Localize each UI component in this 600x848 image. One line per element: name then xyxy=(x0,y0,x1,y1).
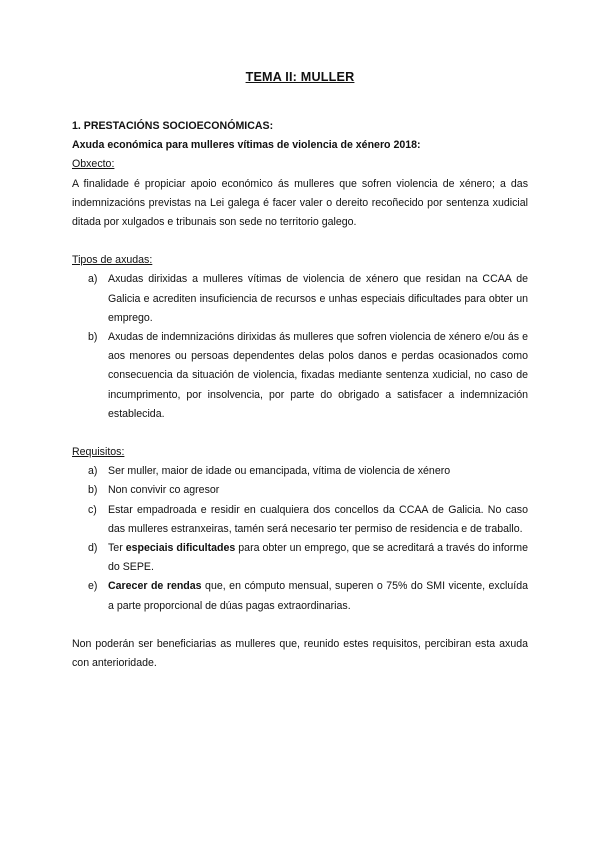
list-item-text: Ser muller, maior de idade ou emancipada, vítima de violencia de xénero xyxy=(108,465,451,478)
list-item xyxy=(72,462,528,481)
list-item xyxy=(72,270,528,328)
requisitos-label: Requisitos: xyxy=(72,446,125,459)
section-subheading: Axuda económica para mulleres vítimas de violencia de xénero 2018: xyxy=(72,139,421,152)
list-marker: a) xyxy=(88,465,98,478)
list-marker: b) xyxy=(88,331,98,344)
list-marker: a) xyxy=(88,273,98,286)
list-item-text-bold: especiais dificultades xyxy=(125,542,236,555)
requisitos-list xyxy=(72,462,528,616)
list-item xyxy=(72,577,528,615)
obxecto-paragraph: A finalidade é propiciar apoio económico ás mulleres que sofren violencia de xénero; a das indemnizacións previstas na Lei galega é facer valer o dereito recoñecido por sentenza xudicial ditada por xulgados e tribunais son sede no territorio galego. xyxy=(72,177,528,229)
section-heading: 1. PRESTACIÓNS SOCIOECONÓMICAS: xyxy=(72,120,274,132)
list-item xyxy=(72,481,528,500)
list-item xyxy=(72,539,528,577)
list-item xyxy=(72,328,528,424)
list-marker: b) xyxy=(88,484,98,497)
list-marker: d) xyxy=(88,542,98,555)
list-item-text-pre: Ter xyxy=(108,542,126,555)
tipos-label: Tipos de axudas: xyxy=(72,254,153,267)
list-item-text-bold: Carecer de rendas xyxy=(108,580,202,593)
obxecto-label: Obxecto: xyxy=(72,158,115,171)
list-marker: e) xyxy=(88,580,98,593)
list-item-text: Axudas dirixidas a mulleres vítimas de violencia de xénero que residan na CCAA de Galicia e acrediten insuficiencia de recursos e unhas especiais dificultades para obter un emprego. xyxy=(108,273,528,324)
list-item-text: Axudas de indemnizacións dirixidas ás mulleres que sofren violencia de xénero e/ou ás e aos menores ou persoas dependentes delas polos danos e perdas ocasionados como consecuencia da situación de violencia, fixadas mediante sentenza xudicial, no caso de incumprimento, por insolvencia, por parte do obrigado a satisfacer a indemnización establecida. xyxy=(108,331,528,420)
closing-paragraph: Non poderán ser beneficiarias as mulleres que, reunido estes requisitos, percibiran esta axuda con anterioridade. xyxy=(72,637,528,670)
list-item-text: Estar empadroada e residir en cualquiera dos concellos da CCAA de Galicia. No caso das mulleres estranxeiras, tamén será necesario ter permiso de residencia e de traballo. xyxy=(108,503,528,535)
document-body xyxy=(72,117,528,673)
list-marker: c) xyxy=(88,503,97,516)
tipos-list xyxy=(72,270,528,424)
list-item-text-post: para obter un emprego, que se acreditará a través do informe do SEPE. xyxy=(108,542,528,574)
list-item xyxy=(72,501,528,539)
page-title: TEMA II: MULLER xyxy=(245,70,355,84)
list-item-text-post: que, en cómputo mensual, superen o 75% do SMI vicente, excluída a parte proporcional de dúas pagas extraordinarias. xyxy=(108,580,529,612)
list-item-text: Non convivir co agresor xyxy=(108,484,220,497)
